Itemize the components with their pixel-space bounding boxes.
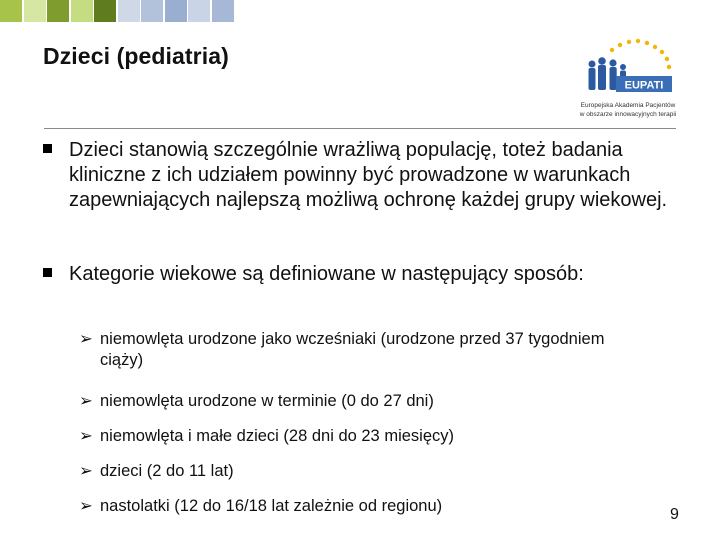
slide-title: Dzieci (pediatria) <box>43 43 229 69</box>
page-number: 9 <box>670 506 679 523</box>
arrow-bullet-icon: ➢ <box>79 427 93 445</box>
logo-wordmark: EUPATI <box>624 79 664 92</box>
strip-square <box>165 0 187 22</box>
sub-bullet-text: nastolatki (12 do 16/18 lat zależnie od regionu) <box>100 497 443 515</box>
strip-square <box>188 0 210 22</box>
square-bullet-icon <box>43 144 52 153</box>
strip-square <box>141 0 163 22</box>
sub-bullet-text: dzieci (2 do 11 lat) <box>100 462 234 480</box>
sub-bullet-text: niemowlęta urodzone jako wcześniaki (urodzone przed 37 tygodniem ciąży) <box>100 330 605 369</box>
strip-square <box>47 0 69 22</box>
logo-tagline-line2: w obszarze innowacyjnych terapii <box>579 111 677 118</box>
sub-bullet-text: niemowlęta urodzone w terminie (0 do 27 dni) <box>100 392 434 410</box>
strip-square <box>212 0 234 22</box>
bullet-text: Kategorie wiekowe są definiowane w następujący sposób: <box>69 263 584 285</box>
logo-tagline <box>563 101 693 119</box>
arrow-bullet-icon: ➢ <box>79 497 93 515</box>
arrow-bullet-icon: ➢ <box>79 392 93 410</box>
bullet-text: Dzieci stanowią szczególnie wrażliwą populację, toteż badania kliniczne z ich udziałem powinny być prowadzone w warunkach zapewniających najlepszą możliwą ochronę każdej grupy wiekowej. <box>69 139 668 211</box>
strip-square <box>0 0 22 22</box>
header-color-strip <box>0 0 235 22</box>
strip-square <box>94 0 116 22</box>
header-divider <box>44 128 676 129</box>
strip-square <box>118 0 140 22</box>
arrow-bullet-icon: ➢ <box>79 330 93 348</box>
strip-square <box>71 0 93 22</box>
arrow-bullet-icon: ➢ <box>79 462 93 480</box>
sub-bullet-text: niemowlęta i małe dzieci (28 dni do 23 miesięcy) <box>100 427 454 445</box>
logo-tagline-line1: Europejska Akademia Pacjentów <box>580 102 676 109</box>
eupati-logo-icon <box>578 36 673 101</box>
strip-square <box>24 0 46 22</box>
square-bullet-icon <box>43 268 52 277</box>
